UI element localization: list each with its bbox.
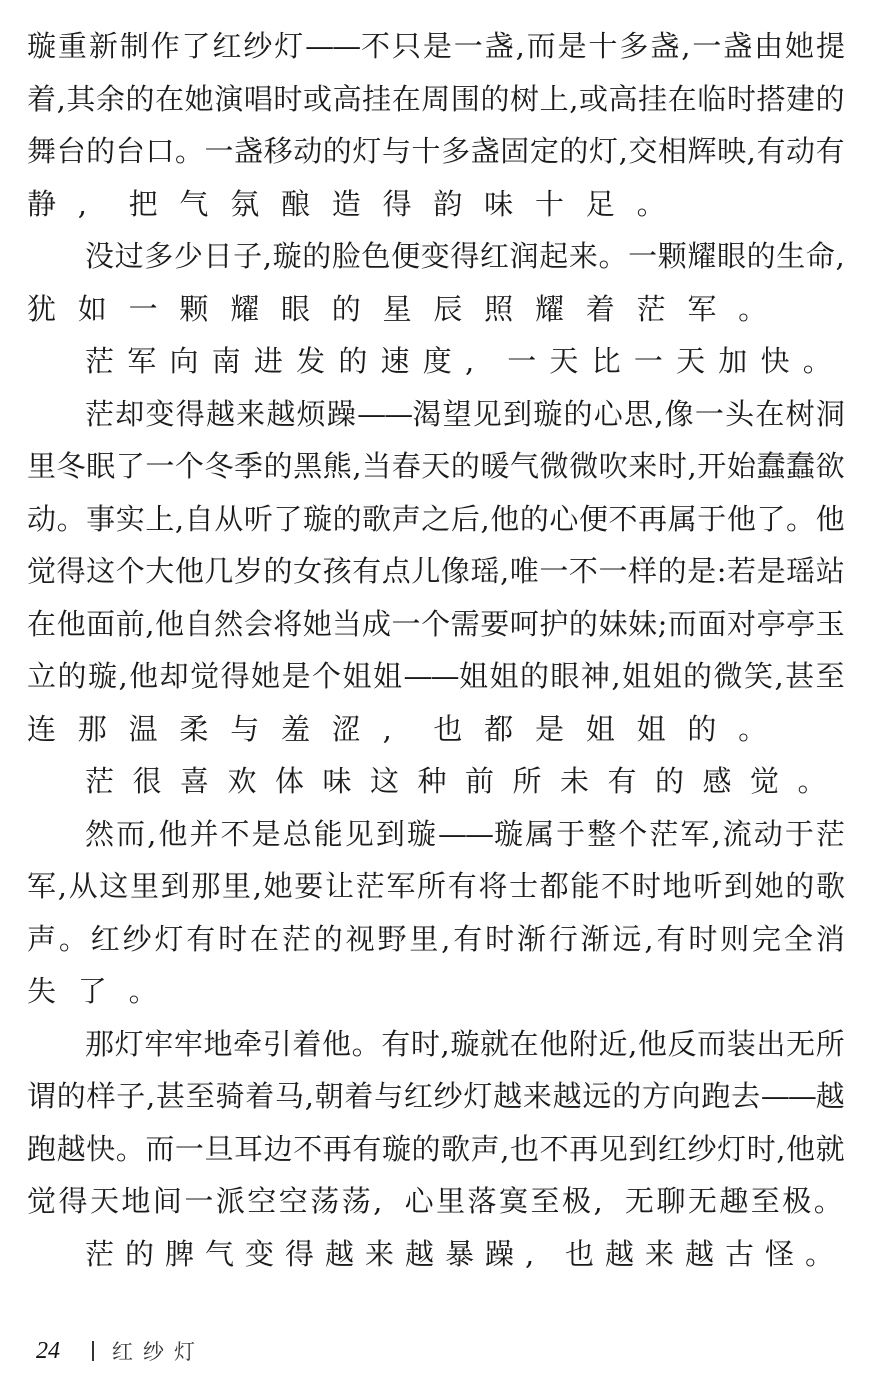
text-line: 连 那 温 柔 与 羞 涩 , 也 都 是 姐 姐 的 。 [27, 711, 768, 746]
text-line: 然 而 , 他 并 不 是 总 能 见 到 璇 —— 璇 属 于 整 个 茫 军 , 流 动 于 茫 [85, 816, 845, 851]
page-number: 24 [36, 1337, 60, 1364]
text-line: 声 。 红 纱 灯 有 时 在 茫 的 视 野 里 , 有 时 渐 行 渐 远 , 有 时 则 完 全 消 [27, 921, 845, 956]
footer-divider [92, 1341, 94, 1361]
text-line: 舞 台 的 台 口 。 一 盏 移 动 的 灯 与 十 多 盏 固 定 的 灯 , 交 相 辉 映 , 有 动 有 [27, 134, 845, 168]
text-line: 着 , 其 余 的 在 她 演 唱 时 或 高 挂 在 周 围 的 树 上 , 或 高 挂 在 临 时 搭 建 的 [27, 81, 845, 116]
text-line: 茫 却 变 得 越 来 越 烦 躁 —— 渴 望 见 到 璇 的 心 思 , 像 一 头 在 树 洞 [85, 396, 845, 431]
text-line: 谓 的 样 子 , 甚 至 骑 着 马 , 朝 着 与 红 纱 灯 越 来 越 远 的 方 向 跑 去 —— 越 [27, 1079, 845, 1113]
text-line: 静 , 把 气 氛 酿 造 得 韵 味 十 足 。 [27, 186, 666, 221]
text-line: 茫 很 喜 欢 体 味 这 种 前 所 未 有 的 感 觉 。 [85, 764, 827, 798]
text-line: 茫 军 向 南 进 发 的 速 度 , 一 天 比 一 天 加 快 。 [85, 344, 832, 378]
text-line: 军 , 从 这 里 到 那 里 , 她 要 让 茫 军 所 有 将 士 都 能 不 时 地 听 到 她 的 歌 [27, 869, 845, 903]
page-footer [36, 1335, 205, 1367]
text-line: 失 了 。 [27, 974, 158, 1008]
text-line: 觉 得 天 地 间 一 派 空 空 荡 荡 , 心 里 落 寞 至 极 , 无 聊 无 趣 至 极 。 [27, 1184, 843, 1218]
page-body [27, 20, 845, 1280]
text-line: 那 灯 牢 牢 地 牵 引 着 他 。 有 时 , 璇 就 在 他 附 近 , 他 反 而 装 出 无 所 [85, 1026, 845, 1061]
text-line: 茫 的 脾 气 变 得 越 来 越 暴 躁 , 也 越 来 越 古 怪 。 [85, 1236, 835, 1271]
text-line: 璇 重 新 制 作 了 红 纱 灯 —— 不 只 是 一 盏 , 而 是 十 多 盏 , 一 盏 由 她 提 [27, 29, 845, 63]
text-line: 动 。 事 实 上 , 自 从 听 了 璇 的 歌 声 之 后 , 他 的 心 便 不 再 属 于 他 了 。 他 [27, 501, 845, 536]
book-title: 红纱灯 [112, 1340, 205, 1364]
text-line: 觉 得 这 个 大 他 几 岁 的 女 孩 有 点 儿 像 瑶 , 唯 一 不 一 样 的 是 : 若 是 瑶 站 [27, 554, 845, 588]
text-line: 跑 越 快 。 而 一 旦 耳 边 不 再 有 璇 的 歌 声 , 也 不 再 见 到 红 纱 灯 时 , 他 就 [27, 1131, 845, 1166]
text-line: 犹 如 一 颗 耀 眼 的 星 辰 照 耀 着 茫 军 。 [27, 291, 768, 326]
text-line: 立 的 璇 , 他 却 觉 得 她 是 个 姐 姐 —— 姐 姐 的 眼 神 , 姐 姐 的 微 笑 , 甚 至 [27, 659, 845, 693]
text-line: 在 他 面 前 , 他 自 然 会 将 她 当 成 一 个 需 要 呵 护 的 妹 妹 ; 而 面 对 亭 亭 玉 [27, 606, 845, 641]
text-line: 里 冬 眠 了 一 个 冬 季 的 黑 熊 , 当 春 天 的 暖 气 微 微 吹 来 时 , 开 始 蠢 蠢 欲 [27, 449, 845, 483]
text-line: 没 过 多 少 日 子 , 璇 的 脸 色 便 变 得 红 润 起 来 。 一 颗 耀 眼 的 生 命 , [85, 239, 845, 273]
